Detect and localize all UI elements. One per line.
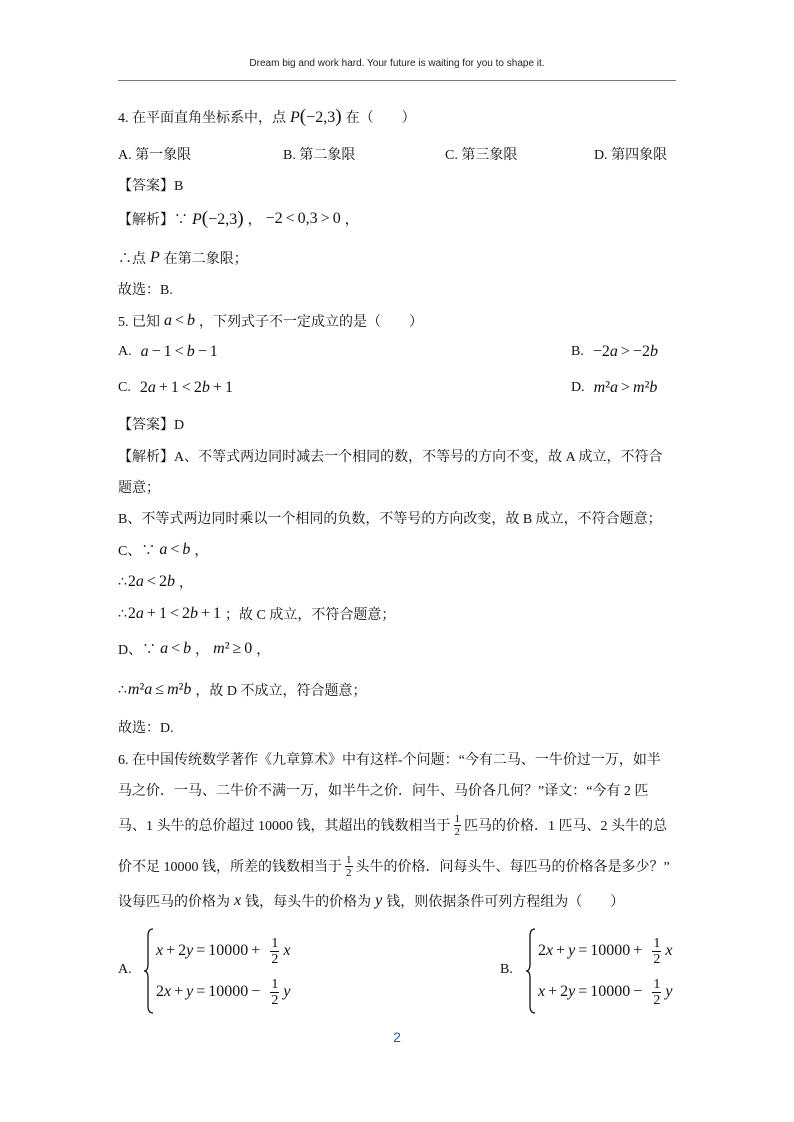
q5-analysis-d-line-1 [118, 637, 270, 661]
q5-analysis-c-line-1 [118, 538, 208, 562]
analysis-text: ， [178, 576, 193, 591]
math-expression: m²a > m²b [593, 379, 658, 396]
analysis-text: ∴ [118, 682, 127, 698]
q4-option-b: B. 第二象限 [283, 148, 356, 163]
question-text: 马、1 头牛的总价超过 10000 钱，其超出的钱数相当于 [118, 819, 451, 834]
analysis-text: ∴点 [118, 252, 146, 267]
q6-line-3 [118, 807, 667, 843]
math-expression: m²a ≤ m²b [127, 681, 192, 698]
question-text: 价不足 10000 钱，所差的钱数相当于 [118, 860, 342, 875]
q4-stem-tail: 在（ ） [345, 111, 416, 126]
fraction [652, 977, 661, 1008]
math-expression: −2 < 0,3 > 0 [265, 210, 341, 227]
equation-lhs: 2x + y = 10000 + [538, 942, 643, 959]
fraction [345, 854, 353, 879]
math-expression: a < b [164, 312, 196, 329]
q4-answer: 【答案】B [118, 179, 184, 194]
option-label: B. [571, 344, 584, 359]
fraction-numerator: 1 [346, 853, 352, 866]
option-label: A. [118, 344, 132, 359]
fraction-numerator: 1 [454, 812, 460, 825]
q5-analysis-a-line-2: 题意； [118, 481, 160, 496]
math-expression: m² ≥ 0 [213, 640, 253, 657]
fraction-numerator: 1 [271, 935, 279, 951]
q5-answer: 【答案】D [118, 418, 185, 433]
question-text: 设每匹马的价格为 [118, 895, 230, 910]
fraction [454, 813, 462, 838]
q4-point-expression: P(−2,3) [290, 106, 342, 127]
analysis-text: ，故 D 不成立，符合题意； [195, 684, 367, 699]
option-label: B. [500, 962, 513, 977]
fraction-numerator: 1 [653, 935, 661, 951]
q5-conclusion: 故选：D. [118, 721, 174, 736]
header-motto: Dream big and work hard. Your future is waiting for you to shape it. [249, 58, 545, 69]
option-label: C. [118, 380, 131, 395]
math-variable: y [375, 892, 383, 909]
option-label: D. [571, 380, 585, 395]
question-text: 钱，则依据条件可列方程组为（ ） [386, 895, 625, 910]
page-number: 2 [393, 1029, 401, 1045]
q5-stem-tail: ，下列式子不一定成立的是（ ） [199, 315, 424, 330]
equation-2 [534, 974, 676, 1010]
q4-option-a: A. 第一象限 [118, 148, 192, 163]
analysis-text: ， [256, 643, 271, 658]
math-expression: P [150, 249, 160, 266]
q5-analysis-a-line-1: 【解析】A、不等式两边同时减去一个相同的数，不等号的方向不变，故 A 成立，不符合 [118, 450, 663, 465]
q4-options [118, 142, 678, 166]
fraction-denominator: 2 [653, 951, 661, 967]
equation-1 [152, 933, 294, 969]
q6-option-a [118, 928, 318, 1014]
q6-option-b [500, 928, 700, 1014]
fraction-numerator: 1 [653, 976, 661, 992]
analysis-text: ， [194, 544, 209, 559]
fraction-denominator: 2 [271, 992, 279, 1008]
q4-stem [118, 105, 416, 129]
equation-lhs: x + 2y = 10000 − [538, 983, 643, 1000]
q4-analysis-line-1 [118, 207, 359, 231]
equation-lhs: 2x + y = 10000 − [156, 983, 261, 1000]
math-expression: 2a + 1 < 2b + 1 [139, 379, 233, 396]
q4-option-c: C. 第三象限 [445, 148, 518, 163]
analysis-text: ；故 C 成立，不符合题意； [225, 608, 396, 623]
fraction-denominator: 2 [271, 951, 279, 967]
analysis-text: ， [195, 643, 210, 658]
math-expression: a − 1 < b − 1 [140, 343, 218, 360]
math-expression: −2a > −2b [592, 343, 658, 360]
math-variable: y [665, 983, 673, 1000]
question-text: 头牛的价格．问每头牛、每匹马的价格各是多少？” [355, 860, 670, 875]
q5-options-row-1 [118, 340, 678, 364]
fraction-numerator: 1 [271, 976, 279, 992]
question-text: 钱，每头牛的价格为 [245, 895, 372, 910]
q6-line-4 [118, 848, 670, 884]
fraction-denominator: 2 [653, 992, 661, 1008]
q5-option-a [118, 340, 222, 364]
q5-stem-text: 5. 已知 [118, 315, 160, 330]
analysis-text: 【解析】∵ [118, 213, 188, 228]
q5-analysis-d-line-2 [118, 678, 367, 702]
q4-option-d: D. 第四象限 [594, 148, 668, 163]
math-expression: a < b [159, 541, 191, 558]
fraction [270, 977, 279, 1008]
math-expression: P(−2,3) [192, 208, 244, 229]
q5-options-row-2 [118, 376, 678, 400]
math-variable: x [283, 942, 291, 959]
q5-option-b [571, 340, 662, 364]
math-variable: x [665, 942, 673, 959]
q6-line-2: 马之价．一马、二牛价不满一万，如半牛之价．问牛、马价各几何？”译文：“今有 2 匹 [118, 784, 649, 799]
math-variable: y [283, 983, 291, 1000]
q5-option-d [571, 376, 661, 400]
analysis-text: C、∵ [118, 544, 156, 559]
analysis-text: 在第二象限； [163, 252, 248, 267]
math-expression: 2a + 1 < 2b + 1 [127, 605, 222, 622]
q4-analysis-line-2 [118, 246, 248, 270]
analysis-text: ， [247, 213, 262, 228]
header-rule [118, 80, 676, 81]
q5-option-c [118, 376, 237, 400]
q5-analysis-b: B、不等式两边同时乘以一个相同的负数，不等号的方向改变，故 B 成立，不符合题意； [118, 512, 662, 527]
q6-line-1: 6. 在中国传统数学著作《九章算术》中有这样-个问题：“今有二马、一牛价过一万，如半 [118, 753, 661, 768]
fraction-denominator: 2 [346, 866, 352, 879]
q5-analysis-c-line-2 [118, 570, 193, 594]
analysis-text: ∴ [118, 574, 127, 590]
fraction [652, 936, 661, 967]
equation-1 [534, 933, 676, 969]
math-variable: x [234, 892, 242, 909]
fraction-denominator: 2 [454, 825, 460, 838]
option-label: A. [118, 962, 132, 977]
q6-line-5 [118, 889, 624, 913]
analysis-text: ∴ [118, 606, 127, 622]
q5-analysis-c-line-3 [118, 602, 395, 626]
q4-stem-text: 4. 在平面直角坐标系中，点 [118, 111, 286, 126]
fraction [270, 936, 279, 967]
analysis-text: ， [344, 213, 359, 228]
equation-lhs: x + 2y = 10000 + [156, 942, 261, 959]
math-expression: a < b [160, 640, 192, 657]
q5-stem [118, 309, 423, 333]
math-expression: 2a < 2b [127, 573, 175, 590]
q4-conclusion: 故选：B. [118, 283, 173, 298]
analysis-text: D、∵ [118, 643, 157, 658]
question-text: 匹马的价格．1 匹马、2 头牛的总 [464, 819, 667, 834]
equation-2 [152, 974, 294, 1010]
